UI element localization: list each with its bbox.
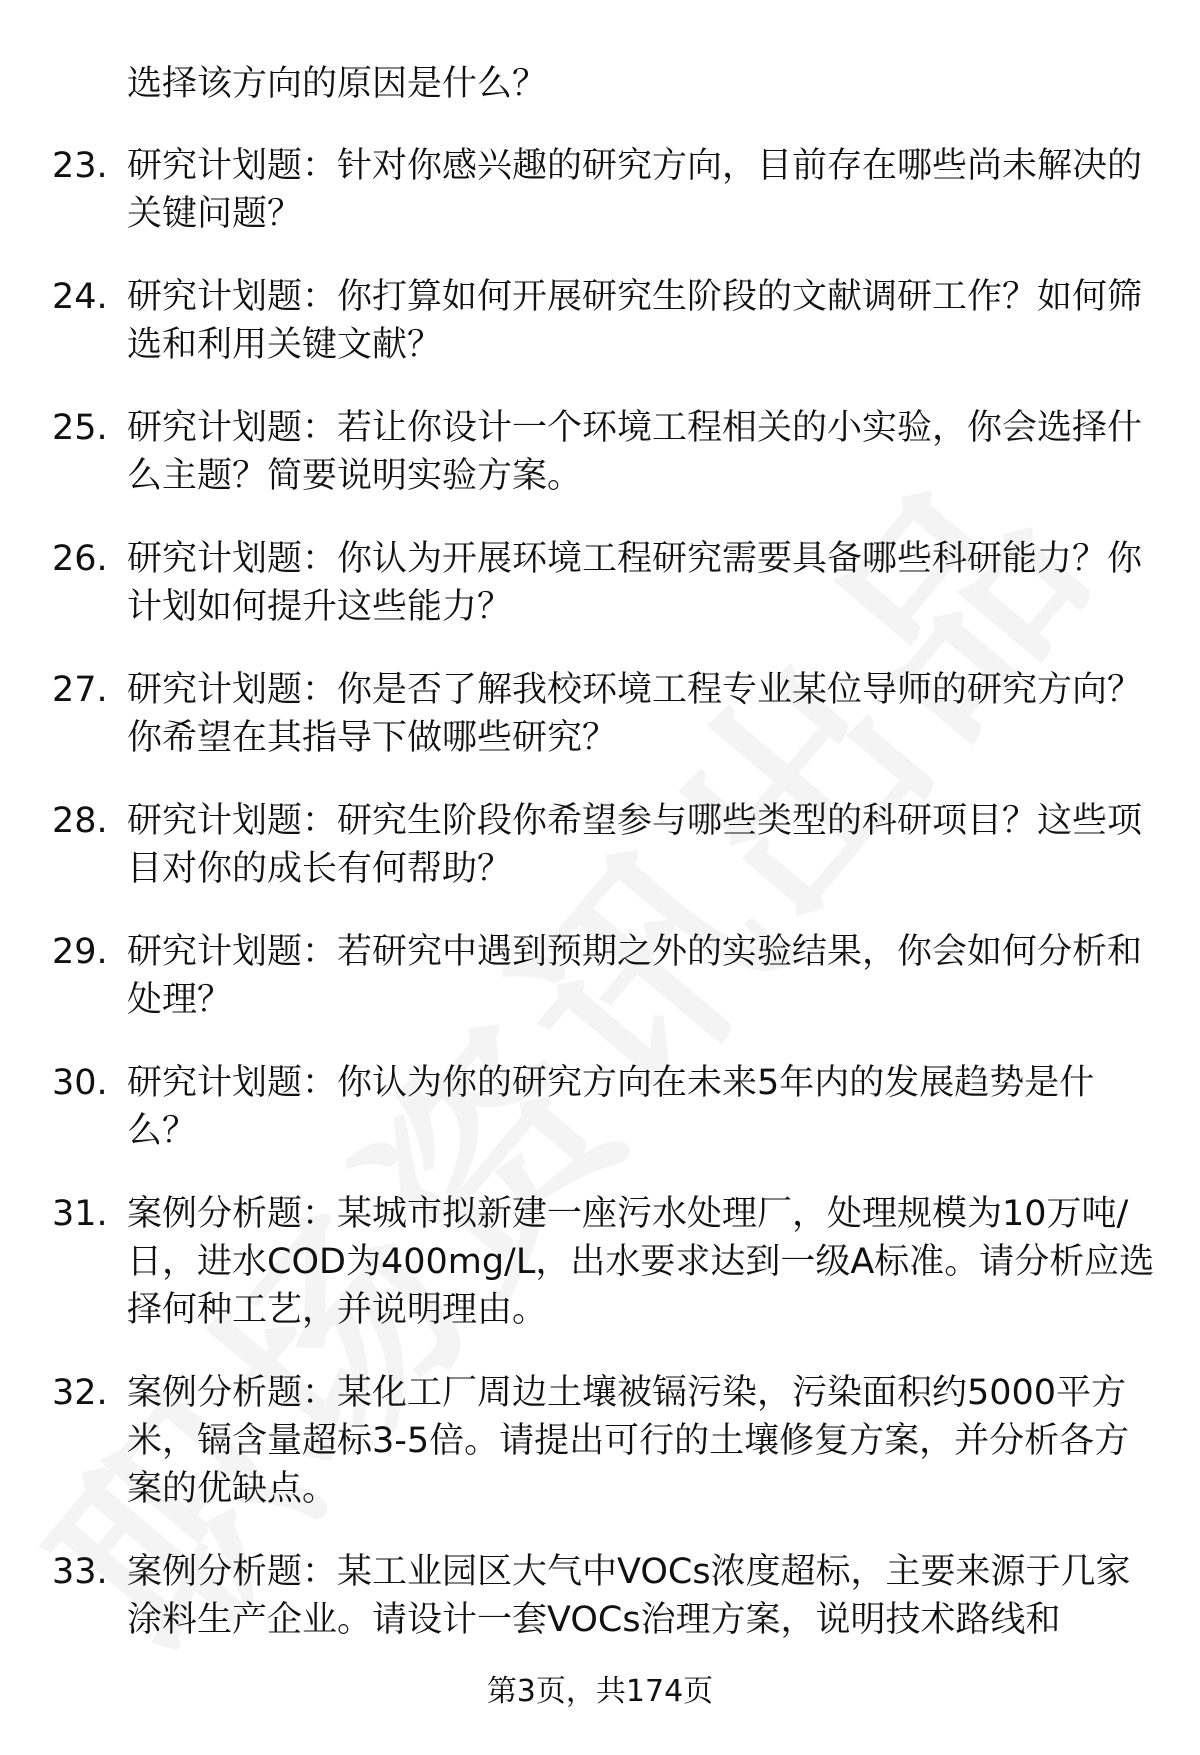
question-text: 研究计划题：你认为开展环境工程研究需要具备哪些科研能力？你计划如何提升这些能力？ — [127, 539, 1143, 627]
question-number: 29. — [52, 932, 108, 972]
question-item — [0, 1369, 1200, 1513]
question-number: 33. — [52, 1552, 108, 1592]
question-text: 案例分析题：某城市拟新建一座污水处理厂，处理规模为10万吨/日，进水COD为400mg/L，出水要求达到一级A标准。请分析应选择何种工艺，并说明理由。 — [127, 1194, 1155, 1330]
question-item — [0, 1059, 1200, 1155]
page-footer: 第3页，共174页 — [486, 1674, 714, 1709]
question-number: 23. — [52, 146, 108, 186]
question-number: 27. — [52, 670, 108, 710]
question-number: 30. — [52, 1063, 108, 1103]
question-list — [0, 60, 1200, 1679]
question-text: 研究计划题：若研究中遇到预期之外的实验结果，你会如何分析和处理？ — [127, 932, 1143, 1020]
question-item — [0, 404, 1200, 500]
question-item — [0, 535, 1200, 631]
question-item — [0, 1190, 1200, 1334]
continuation-text — [0, 60, 1200, 108]
question-number: 24. — [52, 277, 108, 317]
question-text: 研究计划题：你认为你的研究方向在未来5年内的发展趋势是什么？ — [127, 1063, 1095, 1151]
question-text: 研究计划题：若让你设计一个环境工程相关的小实验，你会选择什么主题？简要说明实验方案。 — [127, 408, 1143, 496]
question-item — [0, 928, 1200, 1024]
question-number: 26. — [52, 539, 108, 579]
question-number: 31. — [52, 1194, 108, 1234]
question-item — [0, 666, 1200, 762]
question-item — [0, 142, 1200, 238]
question-item — [0, 797, 1200, 893]
question-text: 案例分析题：某工业园区大气中VOCs浓度超标，主要来源于几家涂料生产企业。请设计一套VOCs治理方案，说明技术路线和 — [127, 1552, 1131, 1640]
question-text: 研究计划题：你打算如何开展研究生阶段的文献调研工作？如何筛选和利用关键文献？ — [127, 277, 1143, 365]
question-number: 25. — [52, 408, 108, 448]
question-text: 研究计划题：你是否了解我校环境工程专业某位导师的研究方向？你希望在其指导下做哪些研究？ — [127, 670, 1143, 758]
question-item — [0, 273, 1200, 369]
question-number: 32. — [52, 1373, 108, 1413]
question-text: 研究计划题：针对你感兴趣的研究方向，目前存在哪些尚未解决的关键问题？ — [127, 146, 1143, 234]
question-text: 案例分析题：某化工厂周边土壤被镉污染，污染面积约5000平方米，镉含量超标3-5倍。请提出可行的土壤修复方案，并分析各方案的优缺点。 — [127, 1373, 1130, 1509]
question-item — [0, 1548, 1200, 1644]
question-text: 研究计划题：研究生阶段你希望参与哪些类型的科研项目？这些项目对你的成长有何帮助？ — [127, 801, 1143, 889]
question-number: 28. — [52, 801, 108, 841]
continuation-line: 选择该方向的原因是什么？ — [127, 64, 548, 104]
